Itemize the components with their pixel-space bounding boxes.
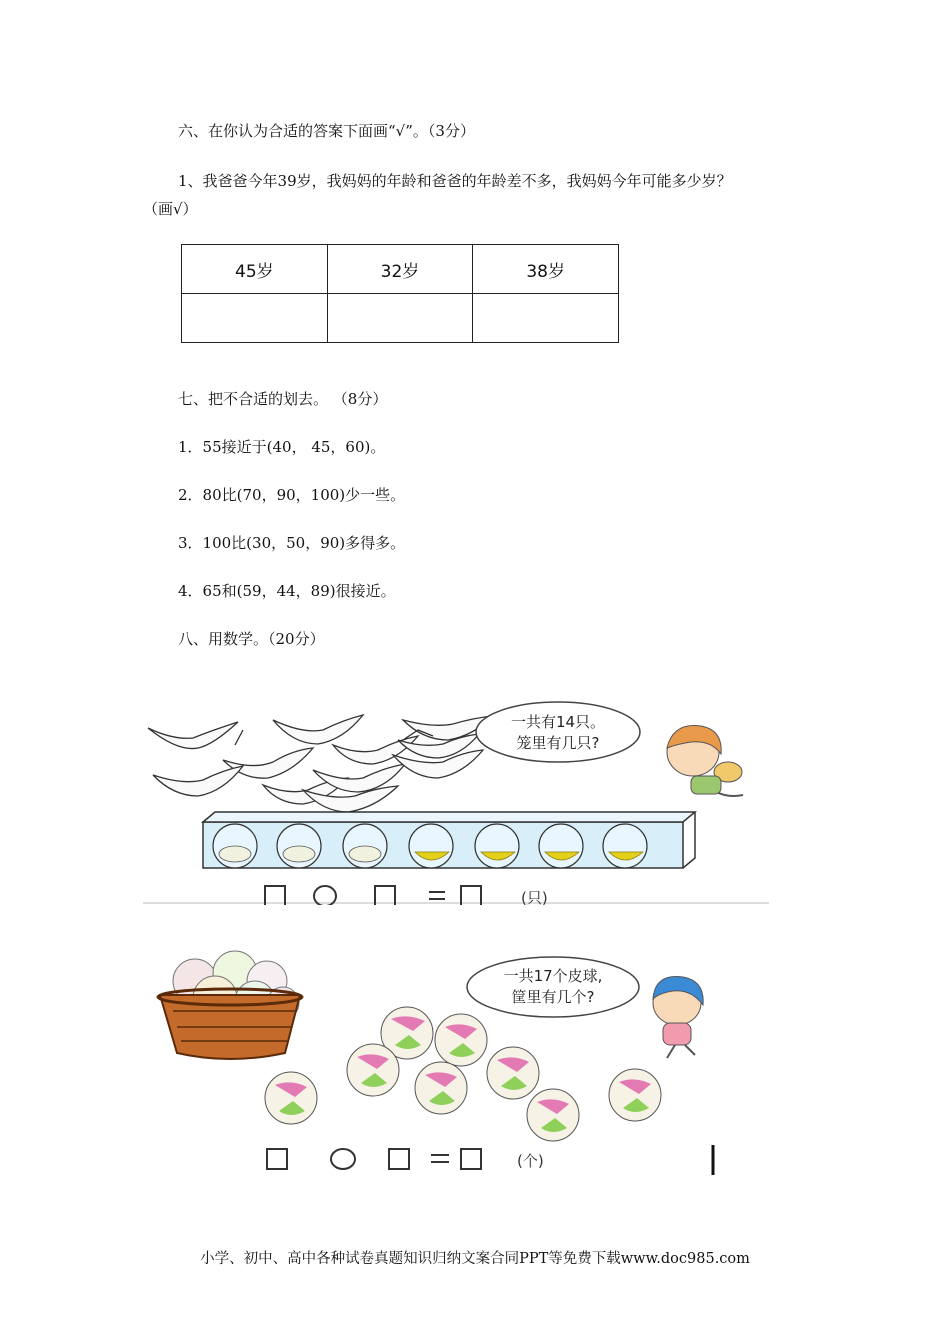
option-45: 45岁: [182, 245, 328, 294]
footer-text: 小学、初中、高中各种试卷真题知识归纳文案合同PPT等免费下载www.doc985.com: [200, 1251, 750, 1267]
section7-item-3: 3．100比(30，50，90)多得多。: [178, 534, 406, 552]
section7-item-4: 4．65和(59，44，89)很接近。: [178, 582, 396, 600]
speech-bubble-2: [467, 957, 639, 1017]
unit-1: (只): [521, 889, 548, 905]
answer-cell-32[interactable]: [327, 294, 473, 343]
section8-heading: 八、用数学。（20分）: [178, 630, 325, 648]
section7-item-2: 2．80比(70，90，100)少一些。: [178, 486, 406, 504]
bubble-1-line1: 一共有14只。: [510, 713, 606, 731]
section7-item-1: 1．55接近于(40， 45，60)。: [178, 438, 386, 456]
basket-icon: [158, 951, 302, 1059]
option-38: 38岁: [473, 245, 619, 294]
question-1-line2: （画√）: [143, 200, 198, 218]
bubble-2-line2: 筐里有几个?: [511, 988, 595, 1006]
question-1-line1: 1、我爸爸今年39岁，我妈妈的年龄和爸爸的年龄差不多，我妈妈今年可能多少岁？: [178, 172, 732, 190]
unit-2: (个): [517, 1152, 544, 1170]
answer-cell-38[interactable]: [473, 294, 619, 343]
bubble-2-line1: 一共17个皮球,: [503, 967, 603, 985]
balls-basket-picture: [155, 943, 725, 1178]
bubble-1-line2: 笼里有几只?: [516, 734, 600, 752]
birds-cage-picture: [143, 700, 769, 905]
speech-bubble-1: [476, 702, 640, 762]
section6-heading: 六、在你认为合适的答案下面画“√”。（3分）: [178, 122, 475, 140]
age-options-table: [181, 244, 619, 343]
answer-cell-45[interactable]: [182, 294, 328, 343]
section7-heading: 七、把不合适的划去。 （8分）: [178, 390, 388, 408]
option-32: 32岁: [327, 245, 473, 294]
